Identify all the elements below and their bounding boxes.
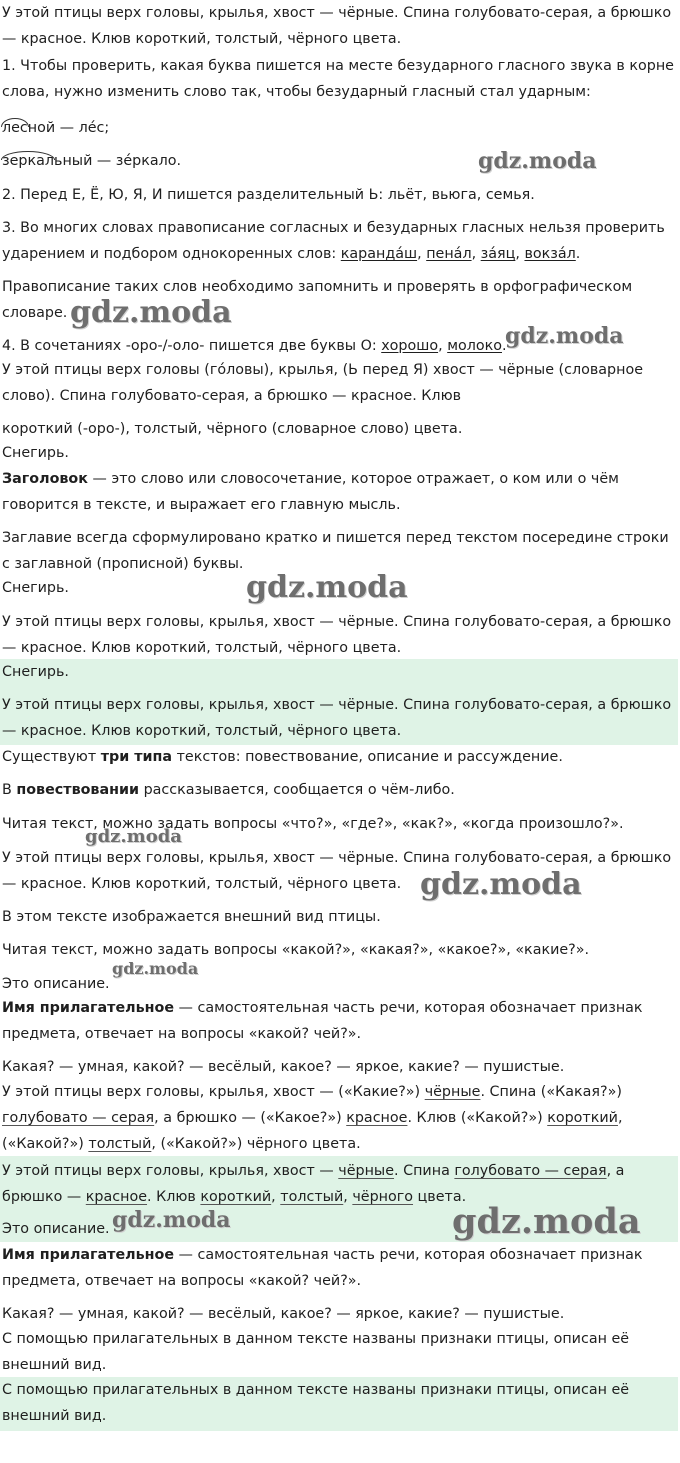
text: ,: [271, 1189, 281, 1205]
text: , а брюшко —: [2, 1163, 625, 1205]
watermark-logo: gdz.moda: [505, 323, 624, 349]
adjective: голубовато — серая: [454, 1163, 607, 1179]
punct: ,: [417, 246, 427, 262]
watermark-logo: gdz.moda: [452, 1201, 641, 1242]
paragraph: Снегирь.: [2, 445, 69, 461]
text: . Спина: [394, 1163, 455, 1179]
text: . Клюв: [147, 1189, 201, 1205]
paragraph: У этой птицы верх головы, крылья, хвост — чёрные. Спина голубовато-серая, а брюшко — красное. Клюв короткий, толстый, чёрного цвета.: [2, 614, 672, 656]
text: рассказывается, сообщается о чём-либо.: [139, 782, 455, 798]
definition: [0, 466, 678, 518]
adjective: красное: [346, 1110, 408, 1126]
punct: .: [575, 246, 581, 262]
text: ,: [343, 1189, 353, 1205]
text: , а брюшко — («Какое?»): [154, 1110, 347, 1126]
definition-text: — самостоятельная часть речи, которая обозначает признак предмета, отвечает на вопросы «какой? чей?».: [2, 1000, 643, 1042]
paragraph: Это описание.: [2, 976, 110, 992]
rule-text: 3. Во многих словах правописание согласных и безударных гласных нельзя проверить ударением и подбором однокоренных слов:: [2, 220, 665, 262]
adjective: красное: [85, 1189, 148, 1205]
paragraph: С помощью прилагательных в данном тексте названы признаки птицы, описан её внешний вид.: [2, 1331, 630, 1373]
answer-title: Снегирь.: [2, 664, 69, 680]
word: молоко: [447, 338, 502, 354]
answer-highlight: С помощью прилагательных в данном тексте названы признаки птицы, описан её внешний вид.: [0, 1377, 678, 1431]
term: Заголовок: [2, 471, 88, 487]
word: карандáш: [340, 246, 418, 262]
paragraph: У этой птицы верх головы, крылья, хвост — чёрные. Спина голубовато-серая, а брюшко — красное. Клюв короткий, толстый, чёрного цвета.: [2, 850, 672, 892]
paragraph: Снегирь.: [2, 580, 69, 596]
paragraph: У этой птицы верх головы (гóловы), крылья, (Ь перед Я) хвост — чёрные (словарное слово). Спина голубовато-серая, а брюшко — красное. Клюв: [2, 362, 644, 404]
watermark-logo: gdz.moda: [246, 570, 408, 605]
example-text: ьный — зéркало.: [54, 153, 182, 169]
paragraph: [0, 777, 678, 803]
watermark-logo: gdz.moda: [112, 1207, 231, 1233]
adjective: чёрные: [424, 1084, 481, 1100]
rule-text: 4. В сочетаниях -оро-/-оло- пишется две буквы О:: [2, 338, 382, 354]
adjective: толстый: [280, 1189, 344, 1205]
rule-paragraph: [0, 215, 678, 267]
analysis-paragraph: [0, 1079, 678, 1157]
text: Существуют: [2, 749, 101, 765]
punct: ,: [471, 246, 481, 262]
definition-text: — самостоятельная часть речи, которая обозначает признак предмета, отвечает на вопросы «какой? чей?».: [2, 1247, 643, 1289]
punct: ,: [515, 246, 525, 262]
definition-text: — это слово или словосочетание, которое отражает, о ком или о чём говорится в тексте, и выражает его главную мысль.: [2, 471, 619, 513]
example-line: [0, 115, 678, 141]
adjective: короткий: [547, 1110, 618, 1126]
word: пенáл: [426, 246, 472, 262]
watermark-logo: gdz.moda: [112, 959, 199, 978]
definition: [0, 1242, 678, 1294]
adjective: короткий: [200, 1189, 272, 1205]
punct: .: [502, 338, 507, 354]
term: Имя прилагательное: [2, 1000, 175, 1016]
text: , («Какой?»): [2, 1110, 623, 1152]
answer-conclusion: Это описание.: [2, 1221, 110, 1237]
watermark-logo: gdz.moda: [70, 295, 232, 330]
word: зáяц: [480, 246, 516, 262]
text: В: [2, 782, 17, 798]
text: У этой птицы верх головы, крылья, хвост —: [2, 1163, 339, 1179]
paragraph: В этом тексте изображается внешний вид птицы.: [2, 909, 381, 925]
adjective: толстый: [88, 1136, 152, 1152]
term: повествовании: [16, 782, 140, 798]
text: . Спина («Какая?»): [480, 1084, 622, 1100]
text: У этой птицы верх головы, крылья, хвост — («Какие?»): [2, 1084, 425, 1100]
paragraph: Заглавие всегда сформулировано кратко и пишется перед текстом посередине строки с заглавной (прописной) буквы.: [2, 530, 669, 572]
text: . Клюв («Какой?»): [407, 1110, 548, 1126]
text: текстов: повествование, описание и рассуждение.: [172, 749, 563, 765]
root-mark: лес: [2, 115, 28, 141]
watermark-logo: gdz.moda: [85, 826, 182, 847]
adjective: чёрные: [338, 1163, 395, 1179]
term: три типа: [100, 749, 173, 765]
paragraph: короткий (-оро-), толстый, чёрного (словарное слово) цвета.: [2, 421, 463, 437]
paragraph: У этой птицы верх головы, крылья, хвост — чёрные. Спина голубовато-серая, а брюшко — красное. Клюв короткий, толстый, чёрного цвета.: [2, 5, 672, 47]
punct: ,: [438, 338, 448, 354]
watermark-logo: gdz.moda: [478, 148, 597, 174]
paragraph: Читая текст, можно задать вопросы «что?», «где?», «как?», «когда произошло?».: [2, 816, 624, 832]
paragraph: Какая? — умная, какой? — весёлый, какое? — яркое, какие? — пушистые.: [2, 1306, 565, 1322]
word: хорошо: [381, 338, 439, 354]
paragraph: [0, 744, 678, 770]
text: цвета.: [413, 1189, 467, 1205]
example-text: ной — лéс;: [27, 120, 110, 136]
adjective: голубовато — серая: [2, 1110, 155, 1126]
paragraph: Читая текст, можно задать вопросы «какой?», «какая?», «какое?», «какие?».: [2, 942, 590, 958]
root-mark: зеркал: [2, 148, 54, 174]
paragraph: Правописание таких слов необходимо запомнить и проверять в орфографическом словаре.: [2, 279, 633, 321]
answer-text: У этой птицы верх головы, крылья, хвост — чёрные. Спина голубовато-серая, а брюшко — красное. Клюв короткий, толстый, чёрного цвета.: [2, 697, 672, 739]
word: вокзáл: [524, 246, 576, 262]
rule-paragraph: 1. Чтобы проверить, какая буква пишется на месте безударного гласного звука в корне слова, нужно изменить слово так, чтобы безударный гласный стал ударным:: [2, 58, 674, 100]
answer-highlight: [0, 659, 678, 745]
term: Имя прилагательное: [2, 1247, 175, 1263]
watermark-logo: gdz.moda: [420, 867, 582, 902]
rule-paragraph: 2. Перед Е, Ё, Ю, Я, И пишется разделительный Ь: льёт, вьюга, семья.: [2, 187, 535, 203]
definition: [0, 995, 678, 1047]
paragraph: Какая? — умная, какой? — весёлый, какое? — яркое, какие? — пушистые.: [2, 1059, 565, 1075]
adjective: чёрного: [352, 1189, 414, 1205]
text: , («Какой?») чёрного цвета.: [151, 1136, 361, 1152]
